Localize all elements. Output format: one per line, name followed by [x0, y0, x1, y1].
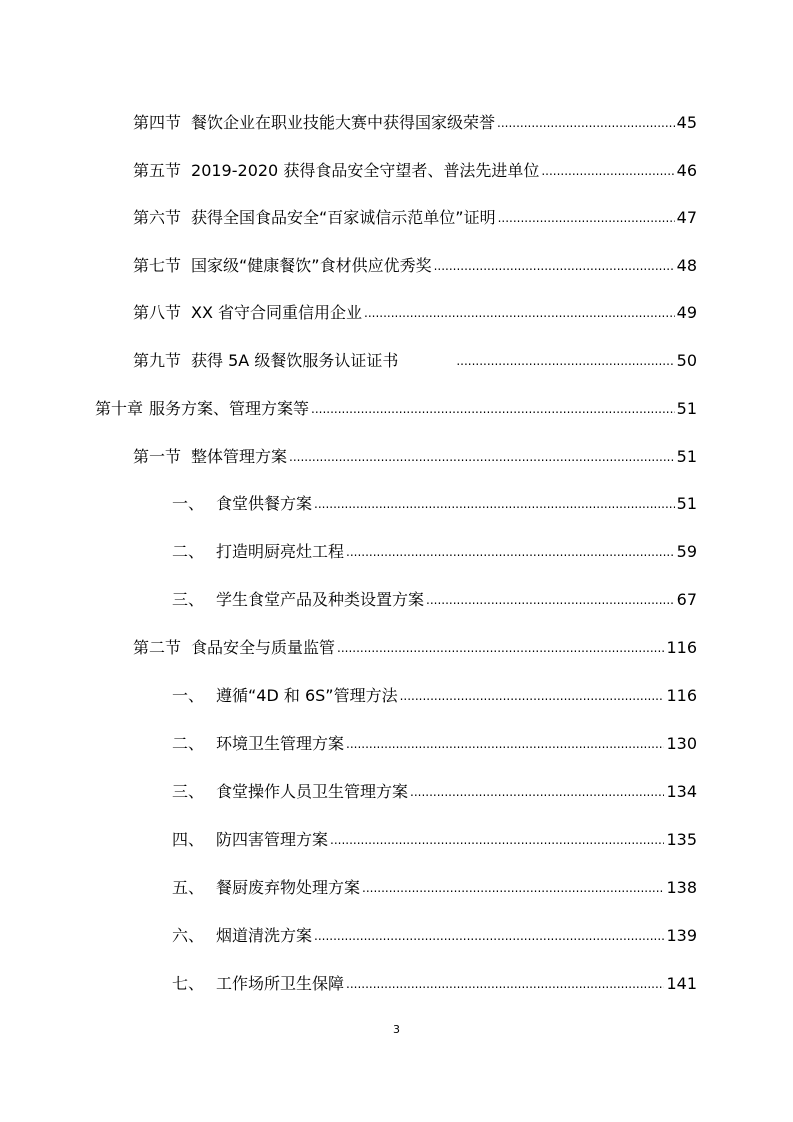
- toc-title: 食品安全与质量监管: [191, 638, 336, 657]
- dot-leader: [434, 251, 675, 280]
- toc-entry-sub[interactable]: [172, 538, 697, 566]
- toc-page-number: 51: [676, 494, 697, 513]
- dot-leader: [541, 156, 674, 185]
- toc-title: 遵循“4D 和 6S”管理方法: [216, 686, 398, 705]
- toc-entry[interactable]: [133, 157, 697, 185]
- toc-item-number: 一、: [172, 494, 205, 513]
- toc-entry[interactable]: [133, 443, 697, 471]
- toc-item-number: 四、: [172, 830, 205, 849]
- toc-entry[interactable]: [133, 347, 697, 375]
- toc-section-number: 第四节: [133, 113, 182, 132]
- toc-section-number: 第七节: [133, 256, 182, 275]
- toc-page-number: 116: [666, 638, 697, 657]
- toc-entry[interactable]: [133, 299, 697, 327]
- toc-title: 防四害管理方案: [216, 830, 329, 849]
- toc-entry-sub[interactable]: [172, 922, 697, 950]
- dot-leader: [346, 537, 675, 566]
- toc-title: 整体管理方案: [191, 447, 288, 466]
- toc-section-number: 第六节: [133, 208, 182, 227]
- toc-entry[interactable]: [133, 252, 697, 280]
- toc-title: 餐饮企业在职业技能大赛中获得国家级荣誉: [191, 113, 496, 132]
- toc-chapter-number: 第十章: [95, 399, 144, 418]
- toc-page-number: 67: [676, 590, 697, 609]
- toc-page-number: 50: [676, 351, 697, 370]
- toc-page-number: 141: [666, 974, 697, 993]
- toc-title: 食堂供餐方案: [216, 494, 313, 513]
- dot-leader: [362, 873, 664, 902]
- toc-section-number: 第九节: [133, 351, 182, 370]
- toc-item-number: 三、: [172, 590, 205, 609]
- toc-entry-sub[interactable]: [172, 826, 697, 854]
- toc-item-number: 二、: [172, 734, 205, 753]
- toc-entry-chapter[interactable]: [95, 395, 697, 423]
- toc-title: 国家级“健康餐饮”食材供应优秀奖: [191, 256, 432, 275]
- toc-title: 学生食堂产品及种类设置方案: [216, 590, 425, 609]
- toc-title: XX 省守合同重信用企业: [191, 303, 363, 322]
- dot-leader: [497, 108, 675, 137]
- toc-page-number: 116: [666, 686, 697, 705]
- toc-entry-sub[interactable]: [172, 586, 697, 614]
- dot-leader: [330, 825, 664, 854]
- toc-title: 烟道清洗方案: [216, 926, 313, 945]
- toc-item-number: 七、: [172, 974, 205, 993]
- toc-entry-sub[interactable]: [172, 970, 697, 998]
- toc-title: 工作场所卫生保障: [216, 974, 345, 993]
- toc-item-number: 三、: [172, 782, 205, 801]
- dot-leader: [289, 442, 675, 471]
- toc-page-number: 51: [676, 447, 697, 466]
- toc-entry[interactable]: [133, 204, 697, 232]
- toc-item-number: 二、: [172, 542, 205, 561]
- toc-title: 环境卫生管理方案: [216, 734, 345, 753]
- toc-item-number: 五、: [172, 878, 205, 897]
- toc-entry[interactable]: [133, 634, 697, 662]
- toc-page-number: 51: [676, 399, 697, 418]
- dot-leader: [314, 921, 664, 950]
- toc-title: 获得 5A 级餐饮服务认证证书: [191, 351, 399, 370]
- dot-leader: [364, 298, 675, 327]
- toc-title: 2019-2020 获得食品安全守望者、普法先进单位: [191, 161, 540, 180]
- toc-entry-sub[interactable]: [172, 682, 697, 710]
- page-number-footer: 3: [393, 1023, 400, 1036]
- dot-leader: [410, 777, 664, 806]
- dot-leader: [400, 681, 665, 710]
- toc-entry-sub[interactable]: [172, 778, 697, 806]
- toc-page-number: 135: [666, 830, 697, 849]
- toc-entry[interactable]: [133, 109, 697, 137]
- dot-leader: [456, 346, 674, 375]
- dot-leader: [498, 203, 675, 232]
- toc-title: 服务方案、管理方案等: [149, 399, 310, 418]
- toc-page-number: 47: [676, 208, 697, 227]
- toc-title: 食堂操作人员卫生管理方案: [216, 782, 409, 801]
- toc-title: 获得全国食品安全“百家诚信示范单位”证明: [191, 208, 496, 227]
- toc-page-number: 130: [666, 734, 697, 753]
- dot-leader: [346, 969, 664, 998]
- toc-entry-sub[interactable]: [172, 874, 697, 902]
- toc-section-number: 第二节: [133, 638, 182, 657]
- toc-page-number: 45: [676, 113, 697, 132]
- toc-section-number: 第五节: [133, 161, 182, 180]
- toc-page-number: 59: [676, 542, 697, 561]
- toc-page-number: 139: [666, 926, 697, 945]
- toc-page-number: 48: [676, 256, 697, 275]
- dot-leader: [314, 489, 675, 518]
- toc-page-number: 49: [676, 303, 697, 322]
- dot-leader: [311, 394, 675, 423]
- dot-leader: [346, 729, 664, 758]
- toc-item-number: 一、: [172, 686, 205, 705]
- dot-leader: [337, 633, 664, 662]
- toc-entry-sub[interactable]: [172, 730, 697, 758]
- toc-section-number: 第八节: [133, 303, 182, 322]
- toc-section-number: 第一节: [133, 447, 182, 466]
- toc-page-number: 46: [676, 161, 697, 180]
- toc-page-number: 138: [666, 878, 697, 897]
- toc-title: 打造明厨亮灶工程: [216, 542, 345, 561]
- toc-item-number: 六、: [172, 926, 205, 945]
- toc-page-number: 134: [666, 782, 697, 801]
- toc-entry-sub[interactable]: [172, 490, 697, 518]
- dot-leader: [426, 585, 675, 614]
- toc-title: 餐厨废弃物处理方案: [216, 878, 361, 897]
